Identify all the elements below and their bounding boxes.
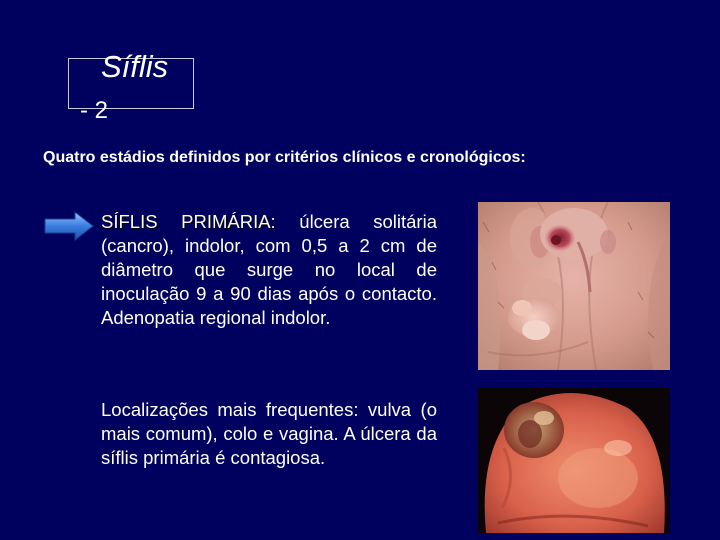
slide-title-suffix: - 2 — [80, 97, 109, 124]
primary-syphilis-label: SÍFLIS PRIMÁRIA: — [101, 211, 276, 232]
primary-syphilis-description: úlcera solitária (cancro), indolor, com 0,5 a 2 cm de diâmetro que surge no local de inoculação 9 a 90 dias após o contacto. Adenopatia regional indolor. — [101, 211, 437, 328]
clinical-photo-ulcer-cervix — [478, 388, 670, 533]
slide-subtitle: Quatro estádios definidos por critérios clínicos e cronológicos: — [43, 149, 526, 166]
slide-title: Sífl​is — [101, 49, 169, 84]
clinical-photo-ulcer-vulva — [478, 202, 670, 370]
paragraph-localizations: Localizações mais frequentes: vulva (o mais comum), colo e vagina. A úlcera da sífl​is primária é contagiosa. — [101, 399, 437, 468]
paragraph-primary-syphilis — [101, 210, 437, 330]
arrow-right-icon — [44, 211, 94, 241]
